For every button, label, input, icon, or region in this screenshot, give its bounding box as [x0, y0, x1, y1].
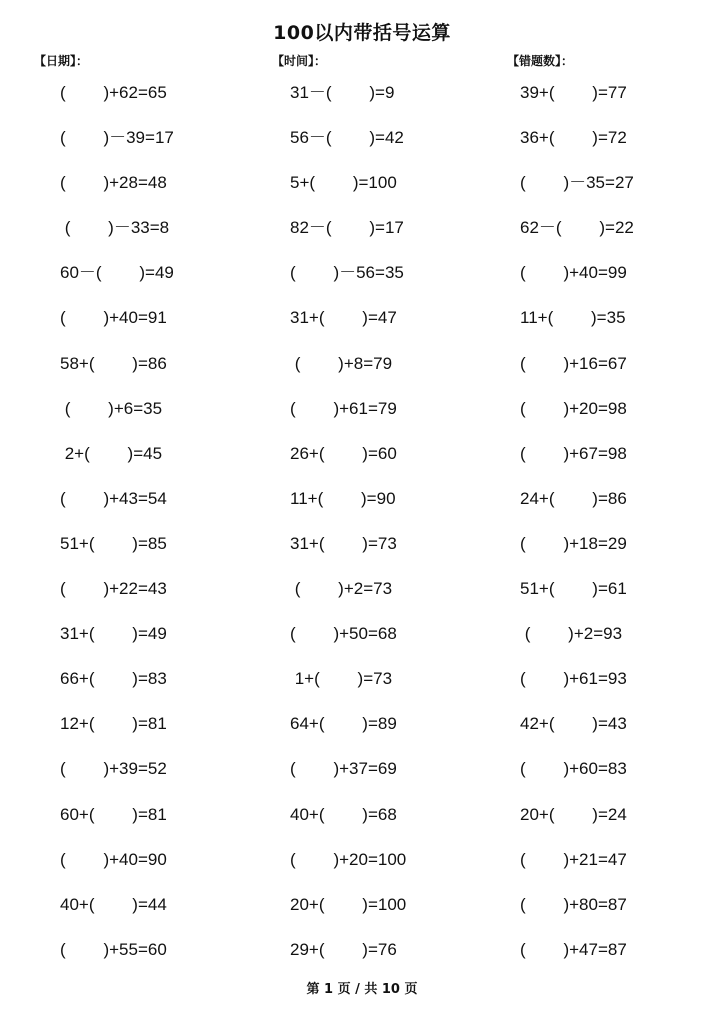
problem-row	[0, 841, 724, 886]
problem-row	[0, 886, 724, 931]
problem-cell: 42+( )=43	[520, 714, 627, 734]
problem-cell: ( )+50=68	[290, 624, 397, 644]
problem-row	[0, 345, 724, 390]
problem-cell: ( )+67=98	[520, 443, 627, 463]
problem-cell: ( )－35=27	[520, 173, 634, 193]
problem-cell: ( )+21=47	[520, 849, 627, 869]
problem-row	[0, 931, 724, 976]
problem-row	[0, 750, 724, 795]
problem-row	[0, 525, 724, 570]
problem-row	[0, 435, 724, 480]
problem-cell: 36+( )=72	[520, 128, 627, 148]
problem-cell: ( )+37=69	[290, 759, 397, 779]
problem-cell: ( )+40=91	[60, 308, 167, 328]
problem-row	[0, 480, 724, 525]
problem-cell: ( )+22=43	[60, 579, 167, 599]
problem-cell: 20+( )=24	[520, 804, 627, 824]
problem-row	[0, 74, 724, 119]
problem-cell: 40+( )=44	[60, 894, 167, 914]
problem-row	[0, 615, 724, 660]
problem-cell: 5+( )=100	[290, 173, 397, 193]
page-title: 100以内带括号运算	[273, 22, 451, 44]
problem-cell: 11+( )=90	[290, 488, 396, 508]
error-count-label: 【错题数】：	[507, 54, 574, 68]
problem-cell: 2+( )=45	[60, 443, 163, 463]
problem-cell: 62－( )=22	[520, 218, 634, 238]
problem-cell: ( )－56=35	[290, 263, 404, 283]
problem-grid	[0, 74, 724, 976]
problem-cell: ( )－39=17	[60, 128, 174, 148]
page-footer: 第 1 页 / 共 10 页	[306, 982, 418, 997]
problem-cell: ( )+20=100	[290, 849, 407, 869]
problem-row	[0, 705, 724, 750]
time-label: 【时间】：	[272, 54, 327, 68]
problem-row	[0, 390, 724, 435]
problem-cell: 26+( )=60	[290, 443, 397, 463]
problem-cell: 60－( )=49	[60, 263, 174, 283]
problem-row	[0, 796, 724, 841]
problem-cell: ( )+47=87	[520, 939, 627, 959]
problem-row	[0, 299, 724, 344]
problem-cell: 29+( )=76	[290, 939, 397, 959]
problem-cell: ( )+61=93	[520, 669, 627, 689]
problem-cell: ( )+18=29	[520, 533, 627, 553]
problem-cell: ( )+16=67	[520, 353, 627, 373]
problem-cell: 1+( )=73	[290, 669, 393, 689]
problem-cell: 51+( )=85	[60, 533, 167, 553]
problem-cell: ( )+40=99	[520, 263, 627, 283]
problem-cell: 66+( )=83	[60, 669, 167, 689]
problem-cell: ( )+28=48	[60, 173, 167, 193]
problem-row	[0, 119, 724, 164]
problem-cell: ( )+60=83	[520, 759, 627, 779]
problem-cell: ( )+2=73	[290, 579, 393, 599]
problem-cell: ( )+43=54	[60, 488, 167, 508]
problem-cell: 58+( )=86	[60, 353, 167, 373]
problem-row	[0, 164, 724, 209]
problem-cell: 31+( )=47	[290, 308, 397, 328]
problem-cell: 40+( )=68	[290, 804, 397, 824]
problem-cell: ( )+8=79	[290, 353, 393, 373]
problem-row	[0, 209, 724, 254]
problem-cell: 64+( )=89	[290, 714, 397, 734]
problem-cell: ( )+55=60	[60, 939, 167, 959]
problem-cell: 31+( )=73	[290, 533, 397, 553]
date-label: 【日期】：	[34, 54, 89, 68]
problem-cell: ( )+61=79	[290, 398, 397, 418]
problem-cell: 51+( )=61	[520, 579, 627, 599]
problem-cell: 31－( )=9	[290, 83, 395, 102]
problem-cell: ( )+80=87	[520, 894, 627, 914]
problem-cell: ( )+20=98	[520, 398, 627, 418]
problem-cell: 11+( )=35	[520, 308, 626, 328]
problem-cell: 24+( )=86	[520, 488, 627, 508]
problem-cell: 31+( )=49	[60, 624, 167, 644]
problem-row	[0, 254, 724, 299]
problem-cell: ( )+39=52	[60, 759, 167, 779]
problem-cell: ( )+2=93	[520, 624, 623, 644]
problem-cell: 12+( )=81	[60, 714, 167, 734]
problem-cell: ( )+40=90	[60, 849, 167, 869]
problem-cell: 56－( )=42	[290, 128, 404, 148]
problem-cell: 82－( )=17	[290, 218, 404, 238]
problem-row	[0, 660, 724, 705]
problem-cell: 60+( )=81	[60, 804, 167, 824]
problem-cell: 20+( )=100	[290, 894, 407, 914]
problem-cell: ( )－33=8	[60, 218, 170, 238]
problem-cell: ( )+62=65	[60, 83, 167, 102]
problem-row	[0, 570, 724, 615]
problem-cell: 39+( )=77	[520, 83, 627, 102]
problem-cell: ( )+6=35	[60, 398, 163, 418]
